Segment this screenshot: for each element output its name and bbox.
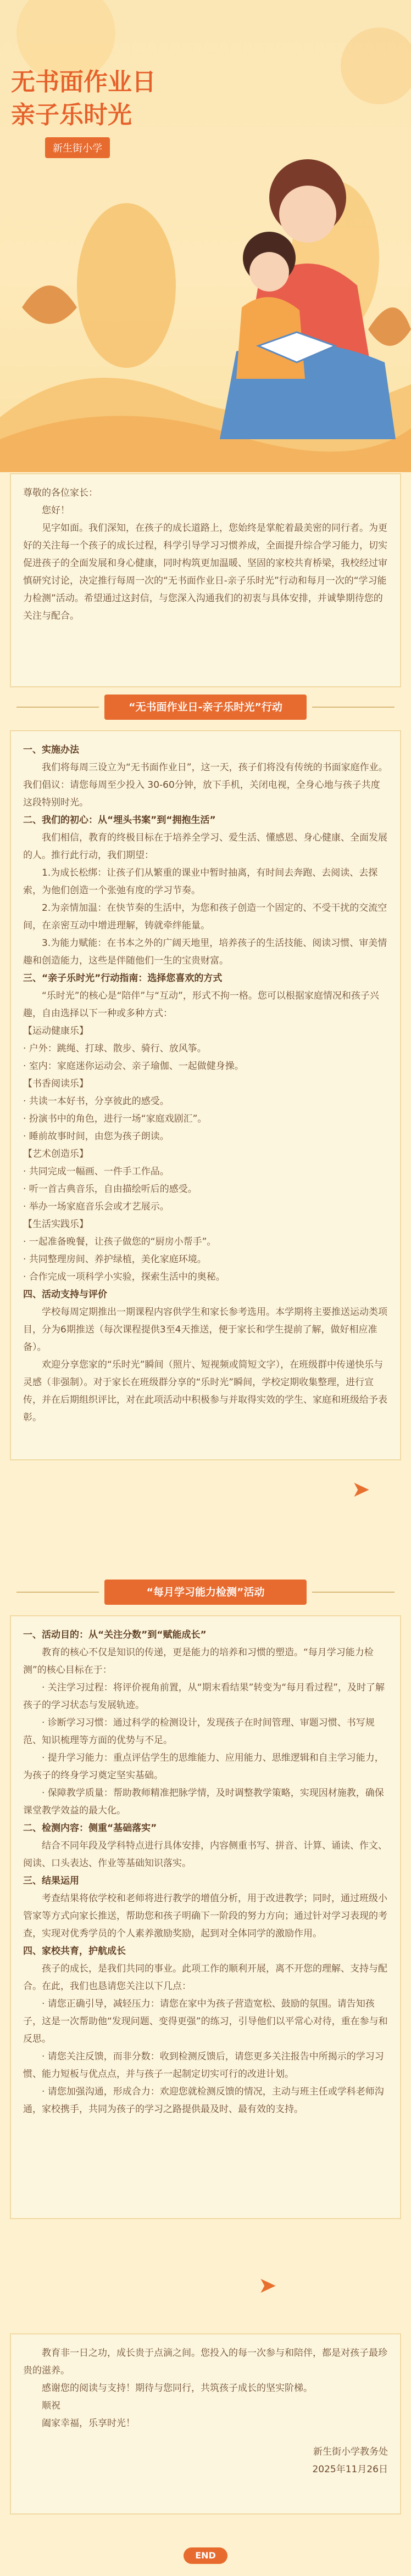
- s1-cat-1b: · 室内：家庭迷你运动会、亲子瑜伽、一起做健身操。: [23, 1061, 244, 1072]
- divider-right: [312, 707, 395, 708]
- s1-para-5: 3.为能力赋能：在书本之外的广阔天地里，培养孩子的生活技能、阅读习惯、审美情趣和创造能力，这些是伴随他们一生的宝贵财富。: [23, 938, 387, 966]
- closing-date: 2025年11月26日: [312, 2464, 388, 2475]
- closing-card: [10, 2333, 401, 2515]
- s1-cat-2a: · 共读一本好书，分享彼此的感受。: [23, 1096, 169, 1107]
- divider-right: [312, 1592, 395, 1593]
- s2-para-4: · 提升学习能力：重点评估学生的思维能力、应用能力、思维逻辑和自主学习能力，为孩子的终身学习奠定坚实基础。: [23, 1752, 384, 1781]
- s2-para-10: · 请您关注反馈，而非分数：收到检测反馈后，请您更多关注报告中所揭示的学习习惯、能力短板与优点点，并与孩子一起制定切实可行的改进计划。: [23, 2051, 384, 2080]
- s1-para-6: “乐时光”的核心是“陪伴”与“互动”，形式不拘一格。您可以根据家庭情况和孩子兴趣，自由选择以下一种或多种方式：: [23, 990, 379, 1019]
- divider-left: [16, 1592, 99, 1593]
- hero-banner: [0, 0, 411, 472]
- s1-cat-3a: · 共同完成一幅画、一件手工作品。: [23, 1166, 169, 1177]
- end-badge: END: [184, 2547, 227, 2564]
- section1-title: “无书面作业日-亲子乐时光”行动: [104, 695, 307, 720]
- section2-card: [10, 1615, 401, 2219]
- s1-cat-4b: · 共同整理房间、养护绿植，美化家庭环境。: [23, 1254, 207, 1265]
- s1-cat-1a: · 户外：跳绳、打球、散步、骑行、放风筝。: [23, 1043, 207, 1054]
- s1-cat-2c: · 睡前故事时间，由您为孩子朗读。: [23, 1131, 169, 1142]
- divider-left: [16, 707, 99, 708]
- s2-para-11: · 请您加强沟通，形成合力：欢迎您就检测反馈的情况，主动与班主任或学科老师沟通，家校携手，共同为孩子的学习之路提供最及时、最有效的支持。: [23, 2086, 384, 2115]
- s1-cat-4: 【生活实践乐】: [23, 1219, 88, 1230]
- section2-title: “每月学习能力检测”活动: [104, 1580, 307, 1605]
- s1-heading-4: 四、活动支持与评价: [23, 1289, 107, 1300]
- s1-cat-3c: · 举办一场家庭音乐会或才艺展示。: [23, 1201, 169, 1212]
- s1-heading-2: 二、我们的初心：从“埋头书案”到“拥抱生活”: [23, 815, 216, 826]
- s1-cat-2: 【书香阅读乐】: [23, 1078, 88, 1089]
- closing-para-2: 感谢您的阅读与支持！期待与您同行，共筑孩子成长的坚实阶梯。: [42, 2383, 313, 2394]
- s1-cat-2b: · 扮演书中的角色，进行一场“家庭戏剧汇”。: [23, 1113, 207, 1124]
- s2-para-8: 孩子的成长，是我们共同的事业。此项工作的顺利开展，离不开您的理解、支持与配合。在此，我们也恳请您关注以下几点：: [23, 1963, 387, 1992]
- s2-para-7: 考查结果将依学校和老师将进行教学的增值分析，用于改进教学；同时，通过班级小管家等方式向家长推送，帮助您和孩子明确下一阶段的努力方向；通过针对学习表现的考查，实现对优秀学员的个人素养激励奖励，起到对全体同学的激励作用。: [23, 1893, 387, 1939]
- s1-cat-3b: · 听一首古典音乐，自由描绘听后的感受。: [23, 1184, 197, 1195]
- s1-para-4: 2.为亲情加温：在快节奏的生活中，为您和孩子创造一个固定的、不受干扰的交流空间，在亲密互动中增进理解，铸就牵绊能量。: [23, 903, 387, 931]
- closing-para-3: 顺祝: [42, 2400, 60, 2411]
- s2-para-3: · 诊断学习习惯：通过科学的检测设计，发现孩子在时间管理、审题习惯、书写规范、知识梳理等方面的优势与不足。: [23, 1717, 375, 1746]
- s2-para-2: · 关注学习过程：将评价视角前置，从“期末看结果”转变为“每月看过程”，及时了解孩子的学习状态与发展轨迹。: [23, 1682, 385, 1711]
- letter-para1: 见字如面。我们深知，在孩子的成长道路上，您始终是掌舵着最美密的同行者。为更好的关注每一个孩子的成长过程，科学引导学习习惯养成，全面提升综合学习能力，切实促进孩子的全面发展和身心健康，同时构筑更加温暖、坚固的家校共育桥梁，我校经过审慎研究讨论，决定推行每周一次的“无书面作业日-亲子乐时光”行动和每月一次的“学习能力检测”活动。希望通过这封信，与您深入沟通我们的初衷与具体安排，并诚挚期待您的关注与配合。: [23, 523, 387, 621]
- s1-para-7: 学校每周定期推出一期课程内容供学生和家长参考选用。本学期将主要推送运动类项目，分为6期推送（每次课程提供3至4天推送，便于家长和学生提前了解，做好相应准备）。: [23, 1307, 387, 1353]
- section2-header: [0, 1576, 411, 1609]
- section1-header: [0, 691, 411, 724]
- letter-greeting: 尊敬的各位家长：: [23, 488, 98, 499]
- s2-para-1: 教育的核心不仅是知识的传递，更是能力的培养和习惯的塑造。“每月学习能力检测”的核心目标在于：: [23, 1647, 374, 1676]
- s2-heading-3: 三、结果运用: [23, 1875, 79, 1886]
- school-tag: 新生街小学: [45, 137, 110, 158]
- letter-card: [10, 473, 401, 687]
- closing-para-1: 教育非一日之功，成长贵于点滴之间。您投入的每一次参与和陪伴，都是对孩子最珍贵的滋养。: [23, 2348, 387, 2376]
- s2-para-5: · 保障教学质量：帮助教师精准把脉学情，及时调整教学策略，实现因材施教，确保课堂教学效益的最大化。: [23, 1788, 384, 1816]
- s1-heading-1: 一、实施办法: [23, 744, 79, 755]
- s1-cat-4c: · 合作完成一项科学小实验，探索生活中的奥秘。: [23, 1272, 225, 1283]
- s2-heading-2: 二、检测内容：侧重“基础落实”: [23, 1823, 157, 1834]
- s1-para-3: 1.为成长松绑：让孩子们从繁重的课业中暂时抽离，有时间去奔跑、去阅读、去探索，为他们创造一个张弛有度的学习节奏。: [23, 867, 378, 896]
- hero-title: [11, 66, 156, 132]
- s1-cat-3: 【艺术创造乐】: [23, 1149, 88, 1160]
- bird-deco-icon: ➤: [352, 1477, 370, 1502]
- s1-heading-3: 三、“亲子乐时光”行动指南：选择您喜欢的方式: [23, 973, 223, 984]
- closing-signature: 新生街小学教务处: [313, 2446, 388, 2457]
- hero-title-line1: 无书面作业日: [11, 68, 156, 96]
- s1-cat-1: 【运动健康乐】: [23, 1026, 88, 1037]
- s1-para-1: 我们将每周三设立为“无书面作业日”，这一天，孩子们将没有传统的书面家庭作业。我们倡议：请您每周至少投入 30-60分钟，放下手机，关闭电视，全身心地与孩子共度这段特别时光。: [23, 762, 388, 808]
- s2-heading-4: 四、家校共育，护航成长: [23, 1946, 126, 1957]
- s2-para-6: 结合不同年段及学科特点进行具体安排，内容侧重书写、拼音、计算、诵读、作文、阅读、口头表达、作业等基础知识落实。: [23, 1840, 387, 1869]
- s2-para-9: · 请您正确引导，减轻压力：请您在家中为孩子营造宽松、鼓励的氛围。请告知孩子，这是一次帮助他“发现问题、变得更强”的练习，引导他们以平常心对待，重在参与和反思。: [23, 1998, 388, 2045]
- hero-title-line2: 亲子乐时光: [11, 101, 132, 129]
- s1-para-8: 欢迎分享您家的“乐时光”瞬间（照片、短视频或简短文字），在班级群中传递快乐与灵感（非强制）。对于家长在班级群分享的“乐时光”瞬间，学校定期收集整理，进行宣传，并在后期组织评比，对在此项活动中积极参与并取得实效的学生、家庭和班级给予表彰。: [23, 1359, 387, 1423]
- bird-deco-icon: ➤: [258, 2273, 277, 2298]
- s2-heading-1: 一、活动目的：从“关注分数”到“赋能成长”: [23, 1629, 207, 1640]
- closing-para-4: 阖家幸福，乐享时光！: [42, 2418, 135, 2429]
- s1-para-2: 我们相信，教育的终极目标在于培养全学习、爱生活、懂感恩、身心健康、全面发展的人。推行此行动，我们期望：: [23, 832, 387, 861]
- letter-hello: 您好！: [42, 505, 70, 516]
- section1-card: [10, 730, 401, 1460]
- s1-cat-4a: · 一起准备晚餐，让孩子做您的“厨房小帮手”。: [23, 1236, 216, 1247]
